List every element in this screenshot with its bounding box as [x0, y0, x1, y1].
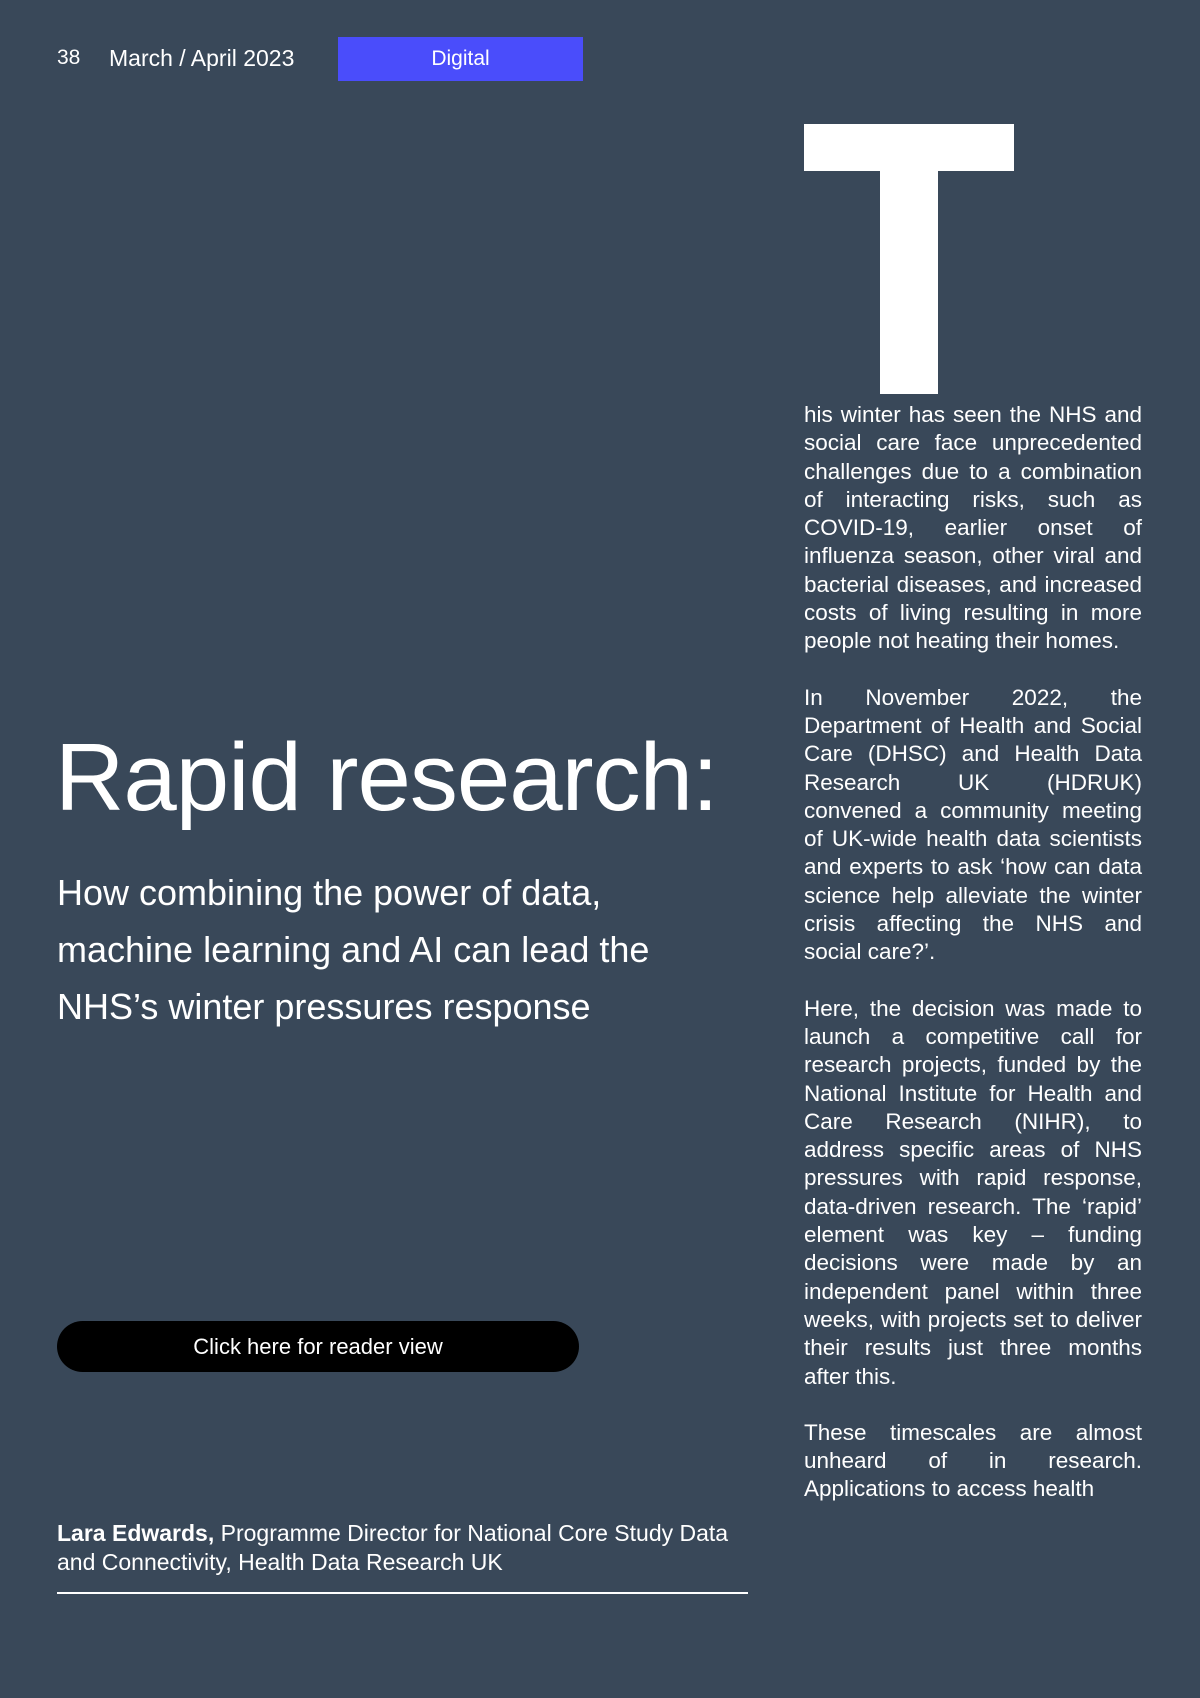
article-body [804, 401, 1142, 1532]
issue-date: March / April 2023 [109, 45, 295, 71]
author-role: Programme Director for National Core Study Data and Connectivity, Health Data Research UK [57, 1520, 729, 1575]
reader-view-button[interactable]: Click here for reader view [57, 1321, 579, 1372]
paragraph: his winter has seen the NHS and social care face unprecedented challenges due to a combination of interacting risks, such as COVID-19, earlier onset of influenza season, other viral and bacterial diseases, and increased costs of living resulting in more people not heating their homes. [804, 402, 1142, 654]
paragraph: In November 2022, the Department of Health and Social Care (DHSC) and Health Data Research UK (HDRUK) convened a community meeting of UK-wide health data scientists and experts to ask ‘how can data science help alleviate the winter crisis affecting the NHS and social care?’. [804, 684, 1142, 965]
byline-divider [57, 1592, 748, 1594]
subheadline: How combining the power of data, machine learning and AI can lead the NHS’s winter pressures response [57, 872, 650, 1027]
author-name: Lara Edwards, [57, 1520, 215, 1546]
section-tag: Digital [338, 37, 583, 81]
headline: Rapid research: [55, 724, 718, 831]
byline [57, 1519, 747, 1577]
drop-cap [804, 124, 1014, 394]
paragraph: These timescales are almost unheard of in research. Applications to access health [804, 1419, 1142, 1502]
page-number: 38 [57, 46, 81, 69]
paragraph: Here, the decision was made to launch a competitive call for research projects, funded by the National Institute for Health and Care Research (NIHR), to address specific areas of NHS pressures with rapid response, data-driven research. The ‘rapid’ element was key – funding decisions were made by an independent panel within three weeks, with projects set to deliver their results just three months after this. [804, 995, 1142, 1389]
